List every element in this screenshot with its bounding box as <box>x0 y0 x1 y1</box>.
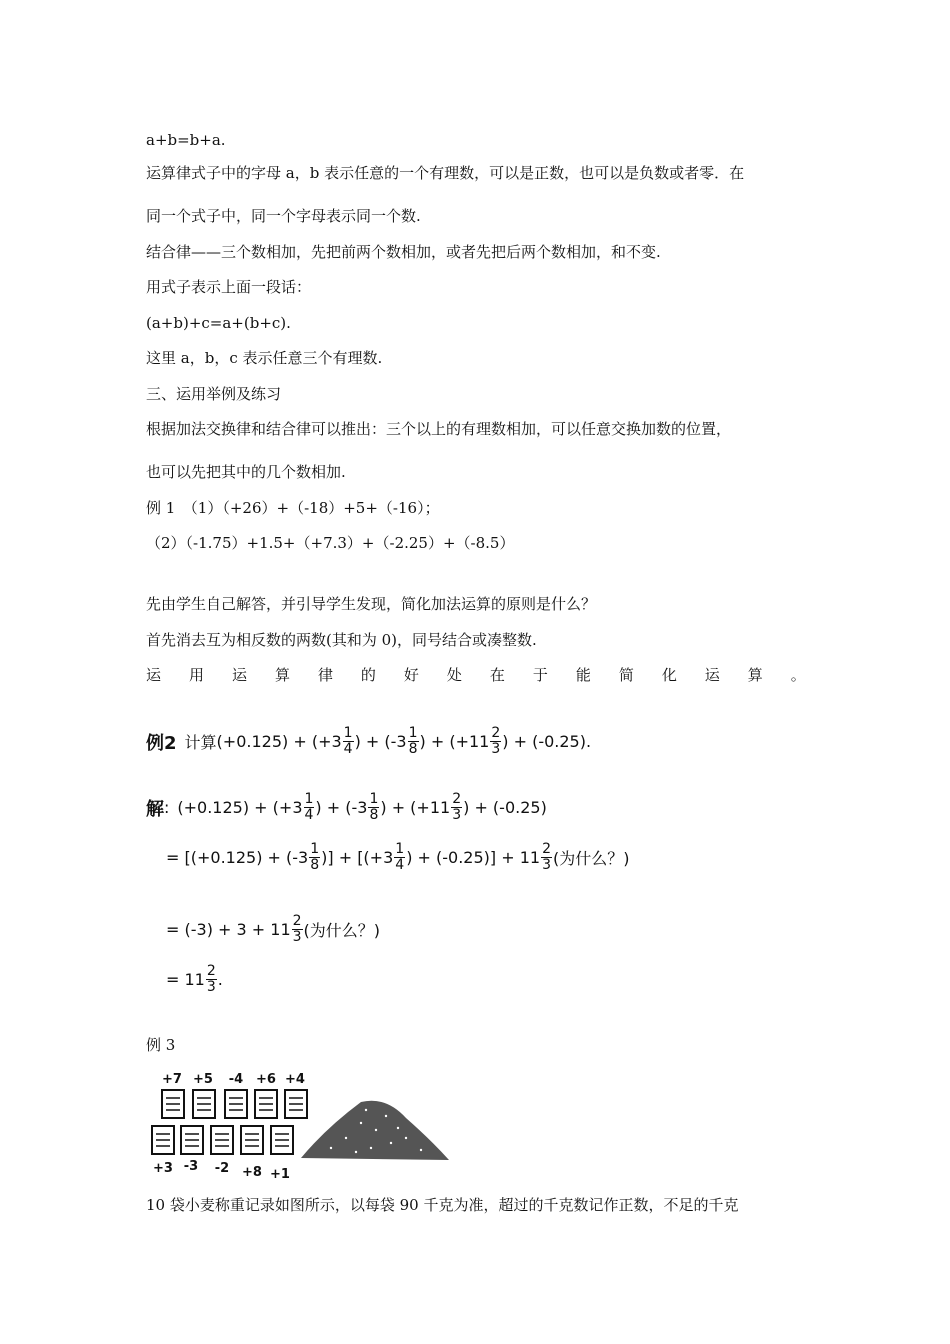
math-text: )] + [(+3 <box>321 848 394 867</box>
text-line: 先由学生自己解答，并引导学生发现，简化加法运算的原则是什么？ <box>146 595 597 613</box>
example-1-line: （2）（-1.75）+1.5+（+7.3）+（-2.25）+（-8.5） <box>146 534 515 552</box>
math-text: ) + (+11 <box>419 732 490 751</box>
math-text: ) + (+11 <box>380 798 451 817</box>
example-3-label: 例 3 <box>146 1036 176 1054</box>
sack-label: -2 <box>214 1161 230 1176</box>
char: 律 <box>317 666 333 684</box>
math-text: ) + (-3 <box>315 798 368 817</box>
math-text: (+0.125) + (+3 <box>177 798 303 817</box>
sack-label: +3 <box>153 1161 173 1176</box>
text-line: 根据加法交换律和结合律可以推出：三个以上的有理数相加，可以任意交换加数的位置， <box>146 420 732 438</box>
math-text: ) + (-0.25) <box>463 798 547 817</box>
char: 算 <box>747 666 763 684</box>
math-text: = (-3) + 3 + 11 <box>166 920 291 939</box>
section-heading: 三、运用举例及练习 <box>146 385 282 403</box>
math-text: ) + (-3 <box>354 732 407 751</box>
example-2-label: 例2 <box>146 732 177 754</box>
solution-row-1 <box>146 792 547 823</box>
char: 于 <box>532 666 548 684</box>
math-text: (为什么？) <box>303 921 381 940</box>
fraction: $\frac{1}{4}$ <box>304 791 314 823</box>
math-text: (+0.125) + (+3 <box>216 732 342 751</box>
math-text: ) + (-0.25). <box>502 732 592 751</box>
fraction: $\frac{2}{3}$ <box>452 791 462 823</box>
char: 用 <box>188 666 204 684</box>
char: 。 <box>790 666 806 684</box>
text-line: 首先消去互为相反数的两数(其和为 0)，同号结合或凑整数. <box>146 631 537 649</box>
sack-label: +7 <box>162 1072 182 1087</box>
sack-label: -4 <box>228 1072 244 1087</box>
text-line: 用式子表示上面一段话： <box>146 278 312 296</box>
math-text: ) + (-0.25)] + 11 <box>406 848 541 867</box>
text-line: a+b=b+a. <box>146 131 226 149</box>
sack-label: +8 <box>242 1165 262 1180</box>
text-line: 结合律——三个数相加，先把前两个数相加，或者先把后两个数相加，和不变. <box>146 243 661 261</box>
solution-row-4 <box>166 964 223 995</box>
wheat-sacks-illustration <box>146 1068 451 1186</box>
char: 运 <box>146 666 162 684</box>
sack-label: +4 <box>285 1072 305 1087</box>
char: 算 <box>274 666 290 684</box>
fraction: $\frac{2}{3}$ <box>206 963 216 995</box>
text-line: 也可以先把其中的几个数相加. <box>146 463 346 481</box>
fraction: $\frac{2}{3}$ <box>292 913 302 945</box>
solution-label: 解 <box>146 798 164 820</box>
solution-row-2 <box>166 842 630 873</box>
char: 好 <box>403 666 419 684</box>
char: 的 <box>360 666 376 684</box>
sack-label: +6 <box>256 1072 276 1087</box>
spread-line <box>146 665 806 685</box>
example-2-line <box>146 726 591 757</box>
char: 运 <box>231 666 247 684</box>
math-text: . <box>217 970 223 989</box>
char: 能 <box>575 666 591 684</box>
fraction: $\frac{2}{3}$ <box>542 841 551 873</box>
char: 化 <box>661 666 677 684</box>
fraction: $\frac{1}{8}$ <box>408 725 418 757</box>
math-text: (为什么？) <box>553 849 630 868</box>
solution-row-3 <box>166 914 380 945</box>
example-1-line: 例 1 （1）（+26）+（-18）+5+（-16）； <box>146 499 440 517</box>
math-text: = 11 <box>166 970 205 989</box>
fraction: $\frac{1}{8}$ <box>310 841 320 873</box>
math-text: = [(+0.125) + (-3 <box>166 848 309 867</box>
char: 在 <box>489 666 505 684</box>
sack-label: +1 <box>270 1167 290 1182</box>
text-line: 这里 a，b，c 表示任意三个有理数. <box>146 349 383 367</box>
sack-label: -3 <box>183 1159 199 1174</box>
fraction: $\frac{1}{8}$ <box>369 791 379 823</box>
solution-colon: : <box>164 798 170 817</box>
example-2-verb: 计算 <box>184 733 217 752</box>
fraction: $\frac{2}{3}$ <box>491 725 501 757</box>
text-line: 10 袋小麦称重记录如图所示，以每袋 90 千克为准，超过的千克数记作正数，不足的千克 <box>146 1196 739 1214</box>
fraction: $\frac{1}{4}$ <box>343 725 353 757</box>
text-line: 同一个式子中，同一个字母表示同一个数. <box>146 207 421 225</box>
sack-label: +5 <box>193 1072 213 1087</box>
fraction: $\frac{1}{4}$ <box>395 841 405 873</box>
char: 简 <box>618 666 634 684</box>
text-line: (a+b)+c=a+(b+c). <box>146 314 291 332</box>
char: 处 <box>446 666 462 684</box>
char: 运 <box>704 666 720 684</box>
text-line: 运算律式子中的字母 a，b 表示任意的一个有理数，可以是正数，也可以是负数或者零．在 <box>146 164 745 182</box>
